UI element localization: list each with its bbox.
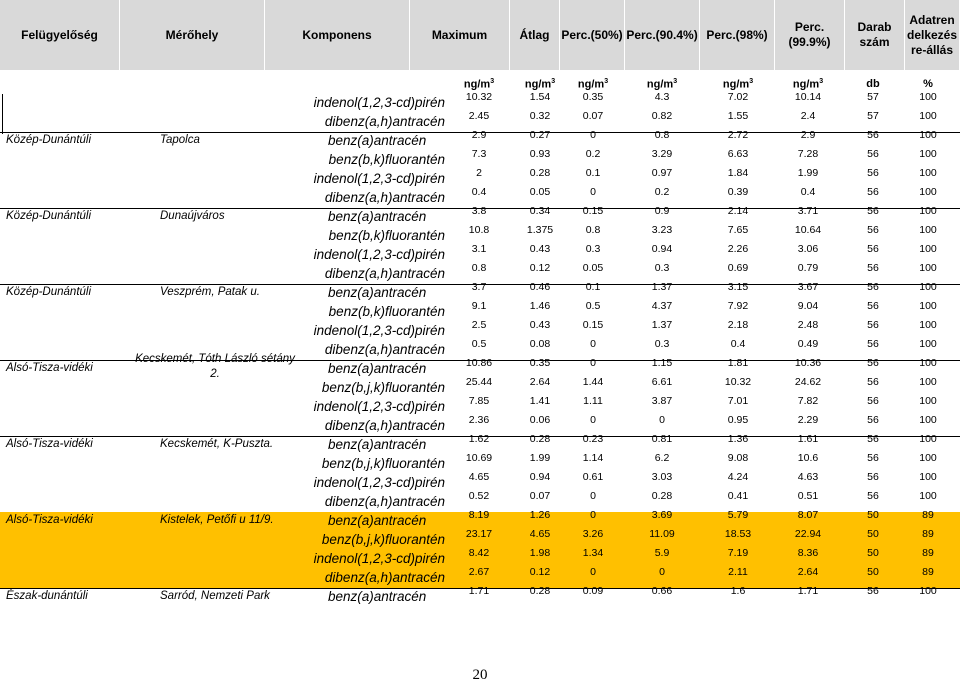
value-cell: 10.8	[468, 224, 490, 236]
meromely-cell: Sarród, Nemzeti Park	[160, 590, 270, 602]
value-cell: 0.94	[651, 243, 673, 255]
komponens-cell: dibenz(a,h)antracén	[324, 570, 445, 585]
value-cell: 7.19	[727, 547, 749, 559]
value-cell: 0.27	[529, 129, 551, 141]
value-cell: 1.99	[529, 452, 551, 464]
value-cell: 56	[867, 338, 879, 350]
value-cell: 0.4	[730, 338, 746, 350]
value-cell: 0.41	[727, 490, 749, 502]
value-cell: 0.43	[529, 243, 551, 255]
meromely-cell: Tapolca	[160, 134, 200, 146]
value-cell: 2.18	[727, 319, 749, 331]
value-cell: 100	[919, 490, 937, 502]
value-cell: 0.9	[654, 205, 670, 217]
komponens-cell: dibenz(a,h)antracén	[324, 494, 445, 509]
unit-label: $ng/m^3$	[577, 78, 609, 91]
value-cell: 3.1	[471, 243, 487, 255]
value-cell: 0.32	[529, 110, 551, 122]
value-cell: 1.37	[651, 319, 673, 331]
value-cell: 1.98	[529, 547, 551, 559]
meromely-cell: Dunaújváros	[160, 210, 225, 222]
value-cell: 3.71	[797, 205, 819, 217]
felugyeloseg-cell: Alsó-Tisza-vidéki	[6, 514, 93, 526]
value-cell: 0	[590, 490, 596, 502]
value-cell: 9.1	[471, 300, 487, 312]
value-cell: 56	[867, 262, 879, 274]
value-cell: 10.32	[724, 376, 752, 388]
value-cell: 1.37	[651, 281, 673, 293]
value-cell: 0	[590, 357, 596, 369]
value-cell: 0.07	[529, 490, 551, 502]
value-cell: 7.01	[727, 395, 749, 407]
value-cell: 10.36	[794, 357, 822, 369]
value-cell: 0.35	[529, 357, 551, 369]
value-cell: 56	[867, 224, 879, 236]
value-cell: 56	[867, 433, 879, 445]
value-cell: 3.06	[797, 243, 819, 255]
value-cell: 100	[919, 91, 937, 103]
value-cell: 10.32	[465, 91, 493, 103]
value-cell: 10.86	[465, 357, 493, 369]
value-cell: 1.11	[583, 395, 603, 407]
value-cell: 2.9	[800, 129, 816, 141]
komponens-cell: benz(a)antracén	[328, 437, 427, 452]
value-cell: 1.15	[651, 357, 673, 369]
komponens-cell: benz(a)antracén	[328, 513, 427, 528]
table-header	[0, 0, 960, 70]
value-cell: 1.41	[529, 395, 551, 407]
felugyeloseg-cell: Közép-Dunántúli	[6, 286, 92, 298]
value-cell: 3.87	[651, 395, 673, 407]
value-cell: 100	[919, 433, 937, 445]
value-cell: 6.2	[654, 452, 670, 464]
value-cell: 0.1	[585, 167, 601, 179]
value-cell: 57	[867, 110, 879, 122]
value-cell: 4.65	[468, 471, 490, 483]
value-cell: 89	[922, 566, 934, 578]
value-cell: 89	[922, 547, 934, 559]
value-cell: 1.71	[468, 585, 490, 597]
komponens-cell: benz(b,k)fluorantén	[328, 228, 445, 243]
value-cell: 50	[867, 509, 879, 521]
value-cell: 3.26	[582, 528, 604, 540]
value-cell: 8.19	[468, 509, 490, 521]
value-cell: 1.14	[582, 452, 604, 464]
value-cell: 3.23	[651, 224, 673, 236]
value-cell: 3.67	[797, 281, 819, 293]
unit-label: $ng/m^3$	[524, 78, 556, 91]
value-cell: 2.26	[727, 243, 749, 255]
value-cell: 2.64	[529, 376, 551, 388]
value-cell: 100	[919, 357, 937, 369]
komponens-cell: dibenz(a,h)antracén	[324, 190, 445, 205]
komponens-cell: dibenz(a,h)antracén	[324, 342, 445, 357]
komponens-cell: indenol(1,2,3-cd)pirén	[313, 171, 445, 186]
value-cell: 0.28	[529, 585, 551, 597]
value-cell: 7.02	[727, 91, 749, 103]
value-cell: 0	[590, 129, 596, 141]
value-cell: 0.4	[800, 186, 816, 198]
value-cell: 9.04	[797, 300, 819, 312]
value-cell: 0	[590, 186, 596, 198]
value-cell: 2.67	[468, 566, 490, 578]
unit-label: db	[866, 78, 880, 90]
value-cell: 9.08	[727, 452, 749, 464]
value-cell: 0.5	[585, 300, 601, 312]
value-cell: 1.375	[526, 224, 554, 236]
value-cell: 0.09	[582, 585, 604, 597]
value-cell: 1.26	[529, 509, 551, 521]
value-cell: 0.79	[797, 262, 819, 274]
value-cell: 100	[919, 452, 937, 464]
page-number: 20	[472, 667, 488, 683]
felugyeloseg-cell: Alsó-Tisza-vidéki	[6, 438, 93, 450]
value-cell: 100	[919, 376, 937, 388]
value-cell: 1.84	[727, 167, 749, 179]
value-cell: 10.64	[794, 224, 822, 236]
value-cell: 1.34	[582, 547, 604, 559]
value-cell: 5.79	[727, 509, 749, 521]
value-cell: 1.99	[797, 167, 819, 179]
value-cell: 0.3	[654, 262, 670, 274]
value-cell: 89	[922, 528, 934, 540]
komponens-cell: indenol(1,2,3-cd)pirén	[313, 323, 445, 338]
komponens-cell: indenol(1,2,3-cd)pirén	[313, 475, 445, 490]
value-cell: 0.49	[797, 338, 819, 350]
value-cell: 2.72	[727, 129, 749, 141]
value-cell: 89	[922, 509, 934, 521]
value-cell: 0.28	[529, 167, 551, 179]
meromely-cell: Kistelek, Petőfi u 11/9.	[160, 514, 274, 526]
value-cell: 100	[919, 300, 937, 312]
value-cell: 57	[867, 91, 879, 103]
value-cell: 7.92	[727, 300, 749, 312]
header-felugyeloseg: Felügyelőség	[0, 0, 120, 70]
value-cell: 0	[590, 566, 596, 578]
value-cell: 2.5	[471, 319, 487, 331]
value-cell: 0.82	[651, 110, 673, 122]
komponens-cell: benz(a)antracén	[328, 133, 427, 148]
value-cell: 100	[919, 471, 937, 483]
value-cell: 3.8	[471, 205, 487, 217]
header-komponens: Komponens	[265, 0, 410, 70]
value-cell: 5.9	[654, 547, 670, 559]
value-cell: 2.64	[797, 566, 819, 578]
value-cell: 0.12	[529, 262, 551, 274]
value-cell: 0	[590, 509, 596, 521]
value-cell: 100	[919, 414, 937, 426]
value-cell: 3.15	[727, 281, 749, 293]
komponens-cell: benz(b,j,k)fluorantén	[321, 380, 445, 395]
value-cell: 56	[867, 186, 879, 198]
value-cell: 0.61	[582, 471, 604, 483]
komponens-cell: dibenz(a,h)antracén	[324, 266, 445, 281]
value-cell: 4.63	[797, 471, 819, 483]
value-cell: 4.3	[654, 91, 670, 103]
value-cell: 7.28	[797, 148, 819, 160]
value-cell: 0.94	[529, 471, 551, 483]
value-cell: 50	[867, 528, 879, 540]
value-cell: 50	[867, 566, 879, 578]
value-cell: 3.7	[471, 281, 487, 293]
value-cell: 2.45	[468, 110, 490, 122]
value-cell: 50	[867, 547, 879, 559]
value-cell: 1.62	[468, 433, 490, 445]
value-cell: 100	[919, 224, 937, 236]
header-darab: Darab szám	[845, 0, 905, 70]
value-cell: 0.4	[471, 186, 487, 198]
value-cell: 0.35	[582, 91, 604, 103]
value-cell: 1.71	[797, 585, 819, 597]
value-cell: 6.63	[727, 148, 749, 160]
value-cell: 6.61	[651, 376, 673, 388]
value-cell: 100	[919, 338, 937, 350]
value-cell: 0.95	[727, 414, 749, 426]
value-cell: 10.6	[797, 452, 819, 464]
value-cell: 10.69	[465, 452, 493, 464]
value-cell: 0.2	[585, 148, 601, 160]
value-cell: 100	[919, 148, 937, 160]
value-cell: 100	[919, 319, 937, 331]
komponens-cell: indenol(1,2,3-cd)pirén	[313, 399, 445, 414]
value-cell: 1.6	[730, 585, 746, 597]
value-cell: 0	[590, 338, 596, 350]
value-cell: 56	[867, 471, 879, 483]
value-cell: 1.44	[582, 376, 604, 388]
value-cell: 0.66	[651, 585, 673, 597]
komponens-cell: benz(a)antracén	[328, 285, 427, 300]
value-cell: 56	[867, 376, 879, 388]
value-cell: 100	[919, 395, 937, 407]
value-cell: 0.93	[529, 148, 551, 160]
value-cell: 0.05	[582, 262, 604, 274]
value-cell: 0.97	[651, 167, 673, 179]
unit-label: $ng/m^3$	[646, 78, 678, 91]
value-cell: 3.03	[651, 471, 673, 483]
value-cell: 0.3	[654, 338, 670, 350]
header-perc98: Perc.(98%)	[700, 0, 775, 70]
value-cell: 56	[867, 300, 879, 312]
value-cell: 1.81	[727, 357, 749, 369]
komponens-cell: benz(b,k)fluorantén	[328, 304, 445, 319]
value-cell: 56	[867, 585, 879, 597]
value-cell: 0.1	[585, 281, 601, 293]
value-cell: 100	[919, 585, 937, 597]
value-cell: 1.54	[529, 91, 551, 103]
value-cell: 0.8	[585, 224, 601, 236]
komponens-cell: benz(a)antracén	[328, 589, 427, 604]
value-cell: 7.65	[727, 224, 749, 236]
komponens-cell: benz(b,k)fluorantén	[328, 152, 445, 167]
value-cell: 0	[590, 414, 596, 426]
value-cell: 0.5	[471, 338, 487, 350]
komponens-cell: indenol(1,2,3-cd)pirén	[313, 247, 445, 262]
header-atlag: Átlag	[510, 0, 560, 70]
value-cell: 56	[867, 319, 879, 331]
value-cell: 11.09	[649, 528, 675, 540]
felugyeloseg-cell: Közép-Dunántúli	[6, 210, 92, 222]
value-cell: 56	[867, 148, 879, 160]
table-row	[0, 585, 960, 607]
value-cell: 23.17	[465, 528, 493, 540]
value-cell: 7.82	[797, 395, 819, 407]
value-cell: 100	[919, 186, 937, 198]
value-cell: 2.4	[800, 110, 816, 122]
komponens-cell: dibenz(a,h)antracén	[324, 114, 445, 129]
value-cell: 0.34	[529, 205, 551, 217]
value-cell: 25.44	[465, 376, 493, 388]
header-meromely: Mérőhely	[120, 0, 265, 70]
value-cell: 0.08	[529, 338, 551, 350]
value-cell: 22.94	[794, 528, 822, 540]
value-cell: 0.8	[654, 129, 670, 141]
unit-label: %	[923, 78, 933, 90]
value-cell: 0.81	[651, 433, 673, 445]
value-cell: 0.15	[582, 319, 604, 331]
value-cell: 100	[919, 281, 937, 293]
value-cell: 56	[867, 395, 879, 407]
unit-label: $ng/m^3$	[722, 78, 754, 91]
felugyeloseg-cell: Közép-Dunántúli	[6, 134, 92, 146]
felugyeloseg-cell: Alsó-Tisza-vidéki	[6, 362, 93, 374]
komponens-cell: benz(b,j,k)fluorantén	[321, 456, 445, 471]
value-cell: 3.29	[651, 148, 673, 160]
value-cell: 4.24	[727, 471, 749, 483]
komponens-cell: benz(b,j,k)fluorantén	[321, 532, 445, 547]
value-cell: 24.62	[794, 376, 822, 388]
value-cell: 2.48	[797, 319, 819, 331]
value-cell: 7.85	[468, 395, 490, 407]
value-cell: 100	[919, 262, 937, 274]
value-cell: 56	[867, 357, 879, 369]
value-cell: 0	[659, 566, 665, 578]
value-cell: 56	[867, 490, 879, 502]
komponens-cell: benz(a)antracén	[328, 361, 427, 376]
unit-label: $ng/m^3$	[463, 78, 495, 91]
value-cell: 8.07	[797, 509, 819, 521]
value-cell: 100	[919, 129, 937, 141]
value-cell: 0.46	[529, 281, 551, 293]
header-maximum: Maximum	[410, 0, 510, 70]
value-cell: 3.69	[651, 509, 673, 521]
value-cell: 4.65	[529, 528, 551, 540]
meromely-cell: Kecskemét, K-Puszta.	[160, 438, 274, 450]
value-cell: 2.29	[797, 414, 819, 426]
value-cell: 56	[867, 167, 879, 179]
value-cell: 0.69	[727, 262, 749, 274]
unit-label: $ng/m^3$	[792, 78, 824, 91]
header-perc999: Perc.(99.9%)	[775, 0, 845, 70]
value-cell: 0.15	[582, 205, 604, 217]
value-cell: 2.14	[727, 205, 749, 217]
value-cell: 8.36	[797, 547, 819, 559]
header-perc904: Perc.(90.4%)	[625, 0, 700, 70]
value-cell: 56	[867, 129, 879, 141]
value-cell: 56	[867, 452, 879, 464]
header-perc50: Perc.(50%)	[560, 0, 625, 70]
value-cell: 10.14	[794, 91, 822, 103]
felugyeloseg-cell: Észak-dunántúli	[6, 590, 88, 602]
value-cell: 0.39	[727, 186, 749, 198]
value-cell: 2.36	[468, 414, 490, 426]
value-cell: 0.52	[468, 490, 490, 502]
value-cell: 1.55	[727, 110, 749, 122]
komponens-cell: benz(a)antracén	[328, 209, 427, 224]
value-cell: 0.28	[529, 433, 551, 445]
komponens-cell: indenol(1,2,3-cd)pirén	[313, 551, 445, 566]
value-cell: 0	[659, 414, 665, 426]
value-cell: 0.43	[529, 319, 551, 331]
value-cell: 18.53	[724, 528, 752, 540]
meromely-cell: Kecskemét, Tóth László sétány 2.	[135, 353, 295, 380]
value-cell: 0.06	[529, 414, 551, 426]
value-cell: 0.12	[529, 566, 551, 578]
value-cell: 100	[919, 243, 937, 255]
value-cell: 0.07	[582, 110, 604, 122]
komponens-cell: dibenz(a,h)antracén	[324, 418, 445, 433]
value-cell: 0.8	[471, 262, 487, 274]
value-cell: 2	[476, 167, 482, 179]
komponens-cell: indenol(1,2,3-cd)pirén	[313, 95, 445, 110]
value-cell: 0.28	[651, 490, 673, 502]
value-cell: 56	[867, 281, 879, 293]
value-cell: 100	[919, 167, 937, 179]
meromely-cell: Veszprém, Patak u.	[160, 286, 260, 298]
value-cell: 0.51	[797, 490, 819, 502]
value-cell: 4.37	[651, 300, 673, 312]
value-cell: 0.23	[582, 433, 604, 445]
value-cell: 100	[919, 205, 937, 217]
header-adatrendelkezes: Adatren delkezés re-állás	[905, 0, 960, 70]
value-cell: 7.3	[471, 148, 487, 160]
value-cell: 0.2	[654, 186, 670, 198]
value-cell: 2.11	[728, 566, 748, 578]
value-cell: 56	[867, 243, 879, 255]
value-cell: 8.42	[468, 547, 490, 559]
value-cell: 56	[867, 205, 879, 217]
value-cell: 0.05	[529, 186, 551, 198]
value-cell: 1.46	[529, 300, 551, 312]
value-cell: 0.3	[585, 243, 601, 255]
value-cell: 1.61	[797, 433, 819, 445]
value-cell: 100	[919, 110, 937, 122]
value-cell: 1.36	[727, 433, 749, 445]
value-cell: 2.9	[471, 129, 487, 141]
value-cell: 56	[867, 414, 879, 426]
